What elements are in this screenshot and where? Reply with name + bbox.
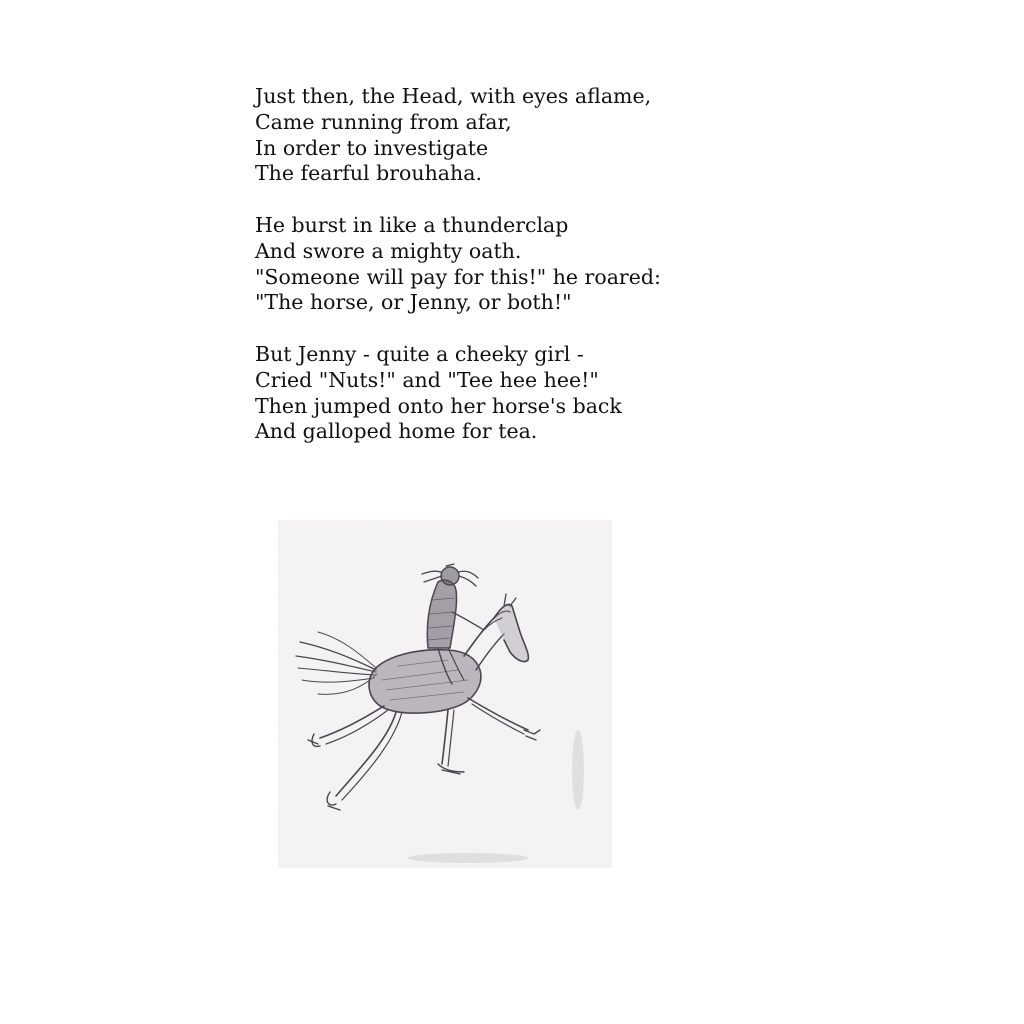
poem-text bbox=[255, 84, 815, 471]
poem-line: The fearful brouhaha. bbox=[255, 161, 482, 186]
poem-line: In order to investigate bbox=[255, 135, 489, 160]
poem-line: Cried "Nuts!" and "Tee hee hee!" bbox=[255, 367, 599, 392]
pencil-sketch-girl-riding-horse-icon bbox=[278, 520, 612, 868]
poem-line: And swore a mighty oath. bbox=[255, 238, 522, 263]
poem-line: But Jenny - quite a cheeky girl - bbox=[255, 341, 584, 366]
horse-rider-illustration bbox=[278, 520, 612, 868]
poem-stanza-1 bbox=[255, 84, 815, 187]
poem-stanza-3 bbox=[255, 342, 815, 445]
poem-line: "Someone will pay for this!" he roared: bbox=[255, 264, 661, 289]
poem-stanza-2 bbox=[255, 213, 815, 316]
poem-line: "The horse, or Jenny, or both!" bbox=[255, 290, 572, 315]
poem-line: Then jumped onto her horse's back bbox=[255, 393, 622, 418]
poem-line: And galloped home for tea. bbox=[255, 419, 538, 444]
poem-line: Just then, the Head, with eyes aflame, bbox=[255, 84, 652, 108]
poem-line: He burst in like a thunderclap bbox=[255, 212, 569, 237]
poem-line: Came running from afar, bbox=[255, 109, 512, 134]
